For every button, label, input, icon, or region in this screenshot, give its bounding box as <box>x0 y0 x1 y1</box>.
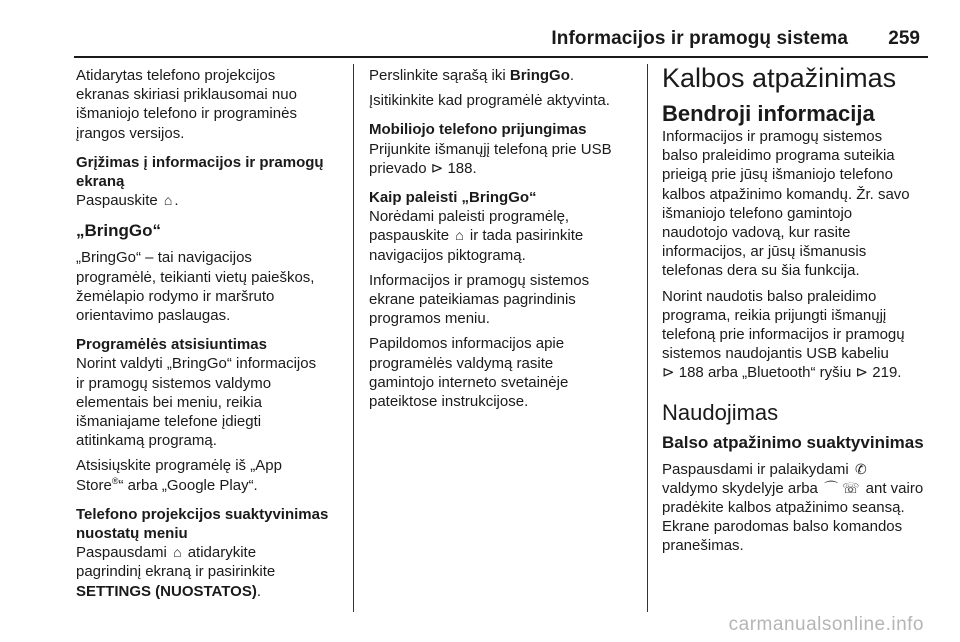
text-line <box>369 159 639 178</box>
text-line: žemėlapio rodymo ir maršruto <box>76 287 275 305</box>
text-line: įrangos versijos. <box>76 124 185 142</box>
section-heading: Kalbos atpažinimas <box>662 63 897 93</box>
page-ref-arrow-icon: ⊳ <box>855 364 869 382</box>
subheading-connect: Mobiliojo telefono prijungimas <box>369 121 587 139</box>
text-line: pradėkite kalbos atpažinimo seansą. <box>662 499 905 517</box>
text-line <box>76 543 348 562</box>
text-fragment: prievado <box>369 159 427 177</box>
text-line: ir pramogų sistemos valdymo <box>76 374 272 392</box>
subsection-heading: Bendroji informacija <box>662 101 875 126</box>
column-divider-1 <box>353 64 354 612</box>
page-ref: 219. <box>872 364 902 382</box>
page-ref-arrow-icon: ⊳ <box>662 364 675 382</box>
text-line <box>662 363 932 382</box>
text-line: programėlė, teikianti vietų paieškos, <box>76 268 315 286</box>
text-line: Atidarytas telefono projekcijos <box>76 67 276 84</box>
text-line: atitinkamą programą. <box>76 432 217 450</box>
bringgo-label: BringGo <box>509 67 570 84</box>
text-fragment: Paspausdami ir palaikydami <box>662 460 849 478</box>
text-line: SETTINGS (NUOSTATOS). <box>76 582 262 600</box>
text-line: Paspauskite ⌂ . <box>76 192 179 210</box>
text-line: Papildomos informacijos apie <box>369 335 565 353</box>
watermark: carmanualsonline.info <box>728 614 924 635</box>
text-line: „BringGo“ – tai navigacijos <box>76 249 252 267</box>
header-rule <box>74 56 928 58</box>
subheading-return: Grįžimas į informacijos ir pramogų <box>76 153 324 171</box>
text-fragment: valdymo skydelyje arba <box>662 479 818 497</box>
text-line: ekranas skiriasi priklausomai nuo <box>76 86 297 104</box>
text-line <box>369 226 639 245</box>
text-line: Norėdami paleisti programėlę, <box>369 208 570 226</box>
text-line: išmaniajame telefone įdiegti <box>76 413 262 431</box>
registered-mark: ® <box>111 475 119 486</box>
home-icon: ⌂ <box>455 227 464 244</box>
text-line <box>662 479 932 498</box>
text-line: Perslinkite sąrašą iki BringGo. <box>369 67 575 84</box>
text-line: išmaniojo telefono ir programinės <box>76 105 297 123</box>
column-divider-2 <box>647 64 648 612</box>
text-line: sistemos naudojantis USB kabeliu <box>662 345 889 363</box>
text-line: Norint naudotis balso praleidimo <box>662 287 877 305</box>
text-line: orientavimo paslaugas. <box>76 307 231 325</box>
text-line: gamintojo interneto svetainėje <box>369 373 569 391</box>
settings-label: SETTINGS (NUOSTATOS) <box>76 582 257 600</box>
text-line: telefonas dera su šia funkcija. <box>662 262 860 280</box>
column-2 <box>369 66 639 411</box>
column-3 <box>662 62 932 556</box>
text-line <box>76 476 348 495</box>
text-line: pateiktose instrukcijose. <box>369 393 529 411</box>
subsection-heading: Naudojimas <box>662 399 779 425</box>
text-line: Ekrane parodomas balso komandos <box>662 518 903 536</box>
page-title: Informacijos ir pramogų sistema <box>551 28 848 49</box>
text-fragment: “ arba „Google Play“. <box>118 476 258 494</box>
text-line: prieigą prie jūsų išmaniojo telefono <box>662 166 893 184</box>
text-line: pranešimas. <box>662 537 744 555</box>
text-line: pagrindinį ekraną ir pasirinkite <box>76 563 276 581</box>
steering-voice-icon: ⌒ ☏ <box>824 479 860 496</box>
text-fragment: ant vairo <box>865 479 924 497</box>
page-ref: 188. <box>447 159 477 177</box>
subheading-return: ekraną <box>76 173 125 191</box>
text-fragment: 188 arba „Bluetooth“ ryšiu <box>678 364 852 382</box>
text-line: telefoną prie informacijos ir pramogų <box>662 326 905 344</box>
subheading-activate: nuostatų meniu <box>76 525 188 543</box>
subheading-activate: Telefono projekcijos suaktyvinimas <box>76 505 329 523</box>
text-fragment: Paspausdami <box>76 544 167 562</box>
text-fragment: Store <box>76 476 112 494</box>
text-line <box>662 460 932 479</box>
text-line: ekrane pateikiamas pagrindinis <box>369 291 576 309</box>
text-line: kalbos atpažinimo komandų. Žr. savo <box>662 185 910 203</box>
text-line: Įsitikinkite kad programėlė aktyvinta. <box>369 92 610 110</box>
subheading-download: Programėlės atsisiuntimas <box>76 336 267 354</box>
heading-bringgo: „BringGo“ <box>76 221 161 241</box>
page-number: 259 <box>888 28 920 49</box>
page-header <box>0 28 960 54</box>
text-line: programėlės valdymą rasite <box>369 354 554 372</box>
text-line: naudotojo vadovą, kur rasite <box>662 224 851 242</box>
text-line: navigacijos piktogramą. <box>369 246 526 264</box>
home-icon: ⌂ <box>173 544 182 561</box>
subheading-launch: Kaip paleisti „BringGo“ <box>369 189 537 207</box>
text-line: išmaniojo telefono gamintojo <box>662 204 853 222</box>
home-icon: ⌂ <box>163 192 173 209</box>
text-line: elementais bei meniu, reikia <box>76 393 262 411</box>
text-line: balso praleidimo programa suteikia <box>662 147 895 165</box>
text-line: Informacijos ir pramogų sistemos <box>369 271 590 289</box>
subsection-subheading: Balso atpažinimo suaktyvinimas <box>662 432 924 452</box>
text-line: programos meniu. <box>369 310 490 328</box>
text-fragment: atidarykite <box>187 544 257 562</box>
text-line: Prijunkite išmanųjį telefoną prie USB <box>369 140 612 158</box>
text-line: Norint valdyti „BringGo“ informacijos <box>76 355 317 373</box>
text-line: Informacijos ir pramogų sistemos <box>662 128 883 145</box>
text-fragment: Perslinkite sąrašą iki <box>369 67 506 84</box>
page-ref-arrow-icon: ⊳ <box>430 159 444 177</box>
text-fragment: ir tada pasirinkite <box>469 227 584 245</box>
text-line: informacijos, ar jūsų išmanusis <box>662 243 867 261</box>
phone-icon: ✆ <box>854 460 867 477</box>
text-line: programa, reikia prijungti išmanųjį <box>662 306 887 324</box>
press-text: Paspauskite <box>76 192 158 210</box>
text-fragment: paspauskite <box>369 227 450 245</box>
column-1 <box>76 66 348 601</box>
text-line: Atsisiųskite programėlę iš „App <box>76 457 282 475</box>
